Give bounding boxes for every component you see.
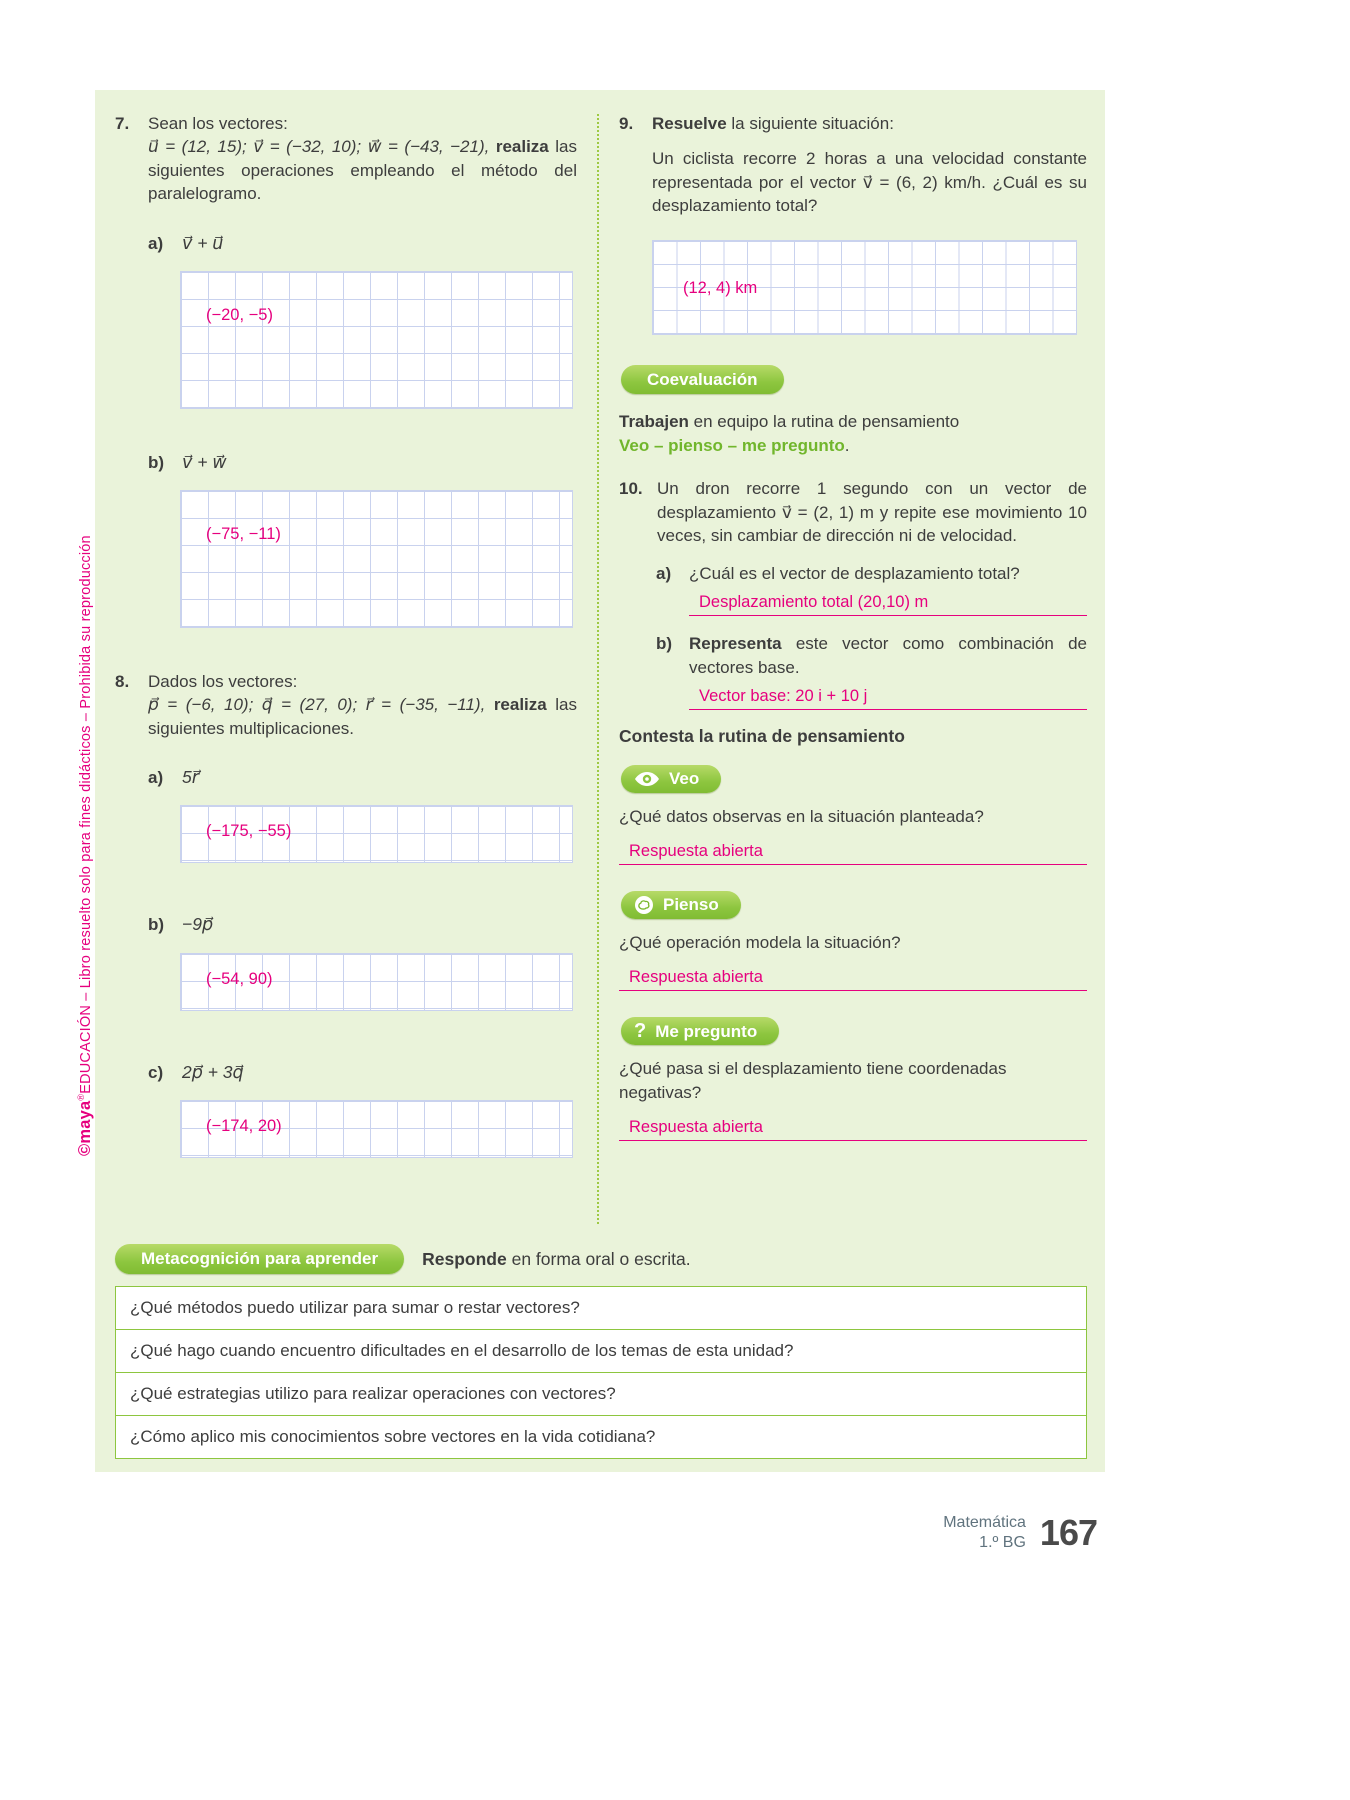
veo-badge [621,765,721,793]
exercise-9-statement: Un ciclista recorre 2 horas a una velocidad constante representada por el vector v⃗ = (6, 2) km/h. ¿Cuál es su desplazamiento total? [652,149,1087,216]
part-label: a) [148,233,164,253]
grid-answer: (−20, −5) [206,305,273,324]
exercise-8b [148,913,577,936]
answer-grid-8a [180,805,573,863]
statement-intro: Dados los vectores: [148,672,298,691]
exercise-8-body [148,670,577,766]
metacognition-question: ¿Qué estrategias utilizo para realizar operaciones con vectores? [116,1372,1087,1415]
answer-text: Respuesta abierta [629,968,763,987]
exercise-9-body [652,112,1087,218]
grid-answer: (−174, 20) [206,1116,282,1135]
part-expression: −9p⃗ [182,914,214,935]
answer-grid-7a [180,271,573,409]
metacognicion-badge: Metacognición para aprender [115,1244,404,1274]
badge-label: Pienso [663,895,719,915]
exercise-7-body [148,112,577,232]
answer-line [619,968,1087,991]
answer-grid-8c [180,1100,573,1158]
table-row [116,1372,1087,1415]
metacognition-header [115,1244,1087,1274]
part-label: a) [148,768,164,788]
routine-heading: Contesta la rutina de pensamiento [619,725,905,746]
answer-text: Vector base: 20 i + 10 j [699,686,868,705]
instruction-text: en equipo la rutina de pensamiento [688,412,960,432]
exercise-7-statement [148,112,577,206]
exercise-8a [148,766,577,789]
part-expression: v⃗ + u⃗ [182,232,224,253]
grid-answer: (12, 4) km [683,278,758,297]
answer-text: Respuesta abierta [629,1118,763,1137]
coevaluacion-instruction [619,410,1087,457]
copyright-sidebar [76,535,95,1156]
right-column [619,112,1087,1230]
vector-definitions: u⃗ = (12, 15); v⃗ = (−32, 10); w⃗ = (−43, −21), [148,137,490,157]
keyword-trabajen: Trabajen [619,412,689,432]
routine-question: ¿Qué datos observas en la situación planteada? [619,806,984,826]
grade-level: 1.º BG [979,1534,1026,1551]
routine-name: Veo – pienso – me pregunto [619,435,845,455]
statement-rest: las siguientes multiplicaciones. [148,695,577,738]
vector-definitions: p⃗ = (−6, 10); q⃗ = (27, 0); r⃗ = (−35, −11), [148,695,486,715]
page-number: 167 [1039,1512,1097,1553]
left-column [115,112,577,1230]
metacognition-question: ¿Qué hago cuando encuentro dificultades en el desarrollo de los temas de esta unidad? [116,1329,1087,1372]
answer-text: Desplazamiento total (20,10) m [699,593,929,612]
metacognition-question: ¿Cómo aplico mis conocimientos sobre vectores en la vida cotidiana? [116,1415,1087,1458]
table-row [116,1329,1087,1372]
routine-step-pienso [619,885,1087,991]
answer-text: Respuesta abierta [629,841,763,860]
part-expression: 5r⃗ [182,767,199,788]
exercise-10a [656,562,1087,585]
exercise-7b [148,451,577,474]
exercise-7 [115,112,577,232]
routine-step-me-pregunto [619,1011,1087,1141]
title-rest: la siguiente situación: [726,114,894,133]
exercise-8 [115,670,577,766]
exercise-10-body [657,477,1087,547]
part-question [689,632,1087,679]
footer-subject [943,1513,1026,1553]
part-label: b) [656,634,673,654]
exercise-8-number: 8. [115,672,130,691]
part-label: c) [148,1062,164,1082]
routine-step-veo [619,759,1087,865]
exercise-10 [619,477,1087,547]
exercise-10-statement: Un dron recorre 1 segundo con un vector de desplazamiento v⃗ = (2, 1) m y repite ese movimiento 10 veces, sin cambiar de dirección ni de velocidad. [657,479,1087,546]
exercise-10b [656,632,1087,679]
publisher-name: EDUCACIÓN [78,1004,94,1094]
coevaluacion-badge: Coevaluación [621,365,784,395]
workbook-page [95,90,1105,1472]
exercise-7-number: 7. [115,114,130,133]
copyright-notice: – Libro resuelto solo para fines didácticos – Prohibida su reproducción [78,535,94,1005]
exercise-8-statement [148,670,577,740]
exercise-9 [619,112,1087,218]
answer-line [619,1118,1087,1141]
keyword-representa: Representa [689,634,782,654]
table-row [116,1286,1087,1329]
answer-line-10b [689,687,1087,710]
exercise-10-number: 10. [619,479,643,499]
keyword-responde: Responde [422,1248,507,1269]
grid-answer: (−54, 90) [206,969,273,988]
content-columns [115,112,1087,1230]
badge-label: Veo [669,768,700,788]
routine-question: ¿Qué operación modela la situación? [619,932,901,952]
part-expression: 2p⃗ + 3q⃗ [182,1061,244,1082]
answer-grid-9 [652,240,1077,335]
grid-answer: (−175, −55) [206,822,292,841]
keyword-realiza: realiza [495,137,549,157]
part-label: b) [148,915,165,935]
answer-line-10a [689,593,1087,616]
publisher-brand: ©maya [76,1100,94,1156]
part-label: a) [656,563,672,583]
keyword-realiza: realiza [493,695,547,715]
page-footer [943,1512,1097,1554]
answer-grid-7b [180,490,573,628]
exercise-8c [148,1061,577,1084]
table-row [116,1415,1087,1458]
period: . [844,435,850,455]
eye-icon [634,771,660,787]
question-icon: ? [634,1020,647,1043]
coevaluacion-section [621,365,1087,395]
answer-grid-8b [180,953,573,1011]
subject-name: Matemática [943,1514,1026,1531]
keyword-resuelve: Resuelve [652,114,727,133]
answer-line [619,842,1087,865]
routine-question: ¿Qué pasa si el desplazamiento tiene coordenadas negativas? [619,1059,1007,1102]
pienso-badge [621,891,741,919]
question-rest: este vector como combinación de vectores base. [689,634,1087,677]
badge-label: Me pregunto [655,1021,758,1041]
metacognition-instruction [422,1247,690,1271]
me-pregunto-badge [621,1017,779,1045]
brain-icon [634,895,654,915]
registered-mark-icon: ® [76,1093,87,1101]
exercise-9-number: 9. [619,114,634,133]
column-divider [597,114,599,1224]
metacognition-table [115,1286,1087,1459]
part-expression: v⃗ + w⃗ [182,451,227,472]
grid-answer: (−75, −11) [206,525,281,543]
statement-rest: las siguientes operaciones empleando el método del paralelogramo. [148,137,577,204]
part-question: ¿Cuál es el vector de desplazamiento total? [689,563,1020,583]
statement-intro: Sean los vectores: [148,114,288,133]
exercise-9-title [652,112,1087,135]
metacognition-question: ¿Qué métodos puedo utilizar para sumar o restar vectores? [116,1286,1087,1329]
instruction-text: en forma oral o escrita. [506,1248,691,1269]
part-label: b) [148,452,165,472]
exercise-7a [148,232,577,255]
